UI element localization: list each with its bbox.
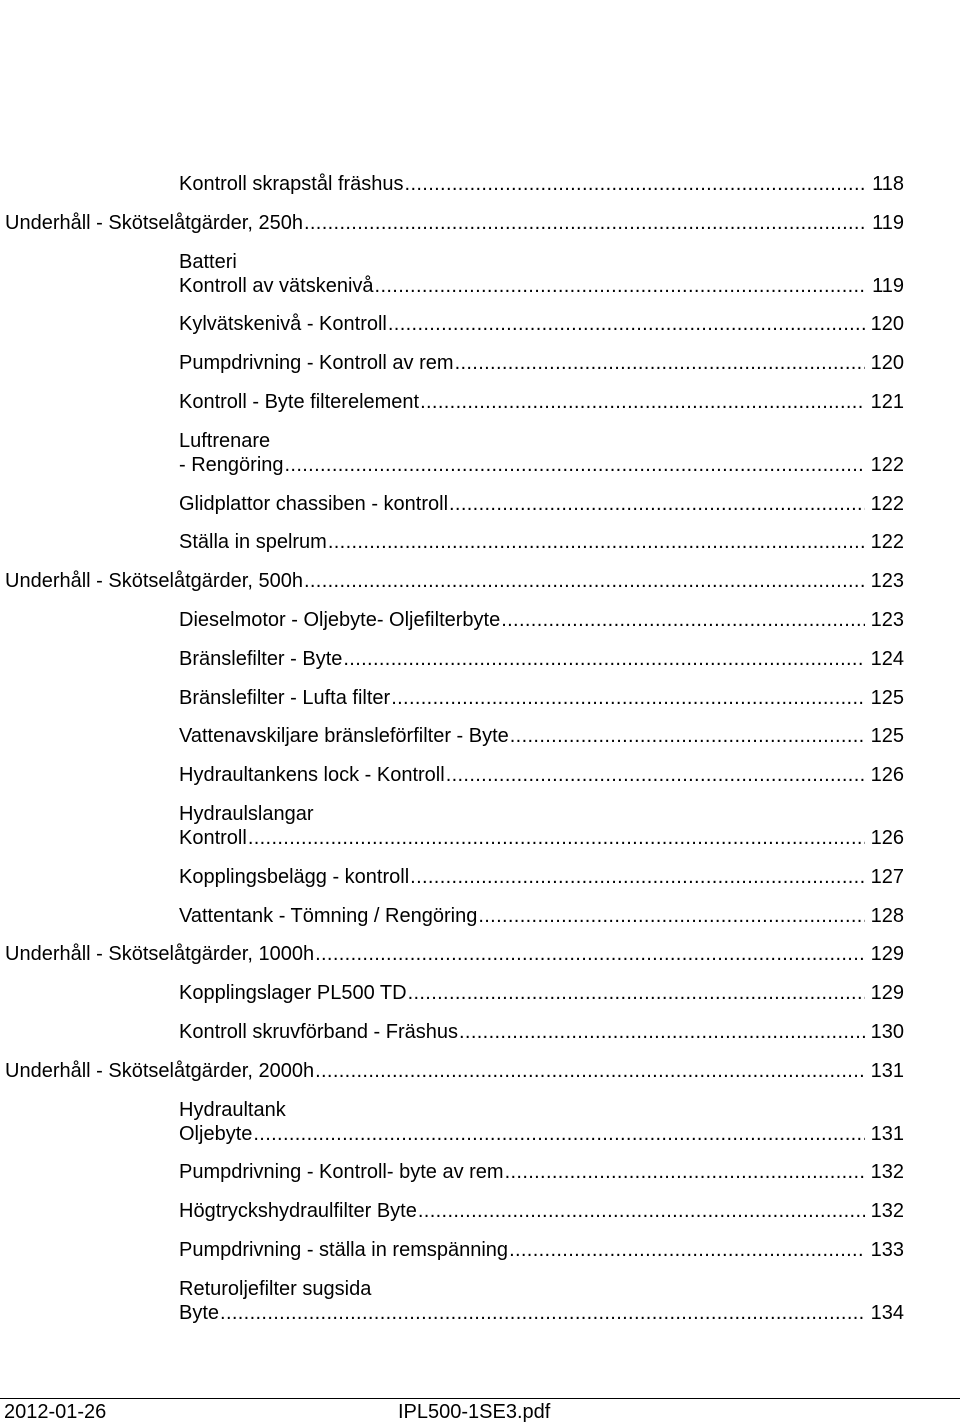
toc-entry[interactable] bbox=[179, 608, 904, 632]
toc-entry-page-number: 126 bbox=[870, 764, 904, 787]
toc-entry-line bbox=[179, 647, 904, 671]
toc-entry-page-number: 129 bbox=[870, 943, 904, 966]
toc-entry-line bbox=[5, 211, 904, 235]
toc-entry[interactable] bbox=[5, 1059, 904, 1083]
toc-entry-title: Ställa in spelrum bbox=[179, 531, 327, 554]
toc-entry-line bbox=[179, 763, 904, 787]
toc-dot-leader bbox=[420, 390, 865, 414]
toc-entry[interactable] bbox=[179, 981, 904, 1005]
toc-entry-line bbox=[179, 492, 904, 516]
toc-entry-line bbox=[179, 724, 904, 748]
toc-entry-heading: Batteri bbox=[179, 250, 237, 273]
toc-entry-title: Kopplingsbelägg - kontroll bbox=[179, 865, 410, 888]
toc-entry[interactable] bbox=[5, 569, 904, 593]
toc-entry[interactable] bbox=[179, 763, 904, 787]
toc-entry-page-number: 119 bbox=[872, 274, 904, 297]
toc-entry-title: Hydraultankens lock - Kontroll bbox=[179, 764, 445, 787]
toc-dot-leader bbox=[446, 763, 865, 787]
toc-entry-title: Underhåll - Skötselåtgärder, 250h bbox=[5, 211, 303, 234]
toc-entry[interactable] bbox=[179, 172, 904, 196]
toc-entry[interactable] bbox=[179, 1277, 904, 1325]
toc-entry-heading: Hydraultank bbox=[179, 1098, 286, 1121]
toc-entry[interactable] bbox=[179, 1020, 904, 1044]
toc-entry-page-number: 134 bbox=[870, 1301, 904, 1324]
toc-entry-title: Kontroll - Byte filterelement bbox=[179, 391, 420, 413]
toc-entry-title: Byte bbox=[179, 1301, 220, 1324]
toc-entry-title: Högtryckshydraulfilter Byte bbox=[179, 1200, 417, 1223]
toc-entry[interactable] bbox=[179, 429, 904, 477]
toc-dot-leader bbox=[510, 724, 865, 748]
toc-entry[interactable] bbox=[179, 1199, 904, 1223]
toc-entry[interactable] bbox=[179, 647, 904, 671]
toc-entry-page-number: 126 bbox=[870, 827, 904, 849]
toc-entry-line bbox=[5, 1059, 904, 1083]
toc-entry[interactable] bbox=[179, 802, 904, 850]
toc-entry[interactable] bbox=[5, 211, 904, 235]
toc-entry-title: Dieselmotor - Oljebyte- Oljefilterbyte bbox=[179, 609, 501, 631]
toc-entry[interactable] bbox=[179, 530, 904, 554]
toc-entry-title: Pumpdrivning - ställa in remspänning bbox=[179, 1239, 509, 1261]
toc-dot-leader bbox=[304, 211, 866, 235]
toc-entry[interactable] bbox=[179, 351, 904, 375]
toc-entry[interactable] bbox=[179, 390, 904, 414]
toc-entry-page-number: 122 bbox=[870, 492, 904, 515]
toc-dot-leader bbox=[418, 1199, 865, 1223]
toc-entry-page-number: 132 bbox=[870, 1200, 904, 1223]
toc-entry-title: - Rengöring bbox=[179, 453, 284, 476]
toc-entry-page-number: 129 bbox=[870, 982, 904, 1005]
toc-entry-line bbox=[179, 1122, 904, 1146]
toc-entry-page-number: 122 bbox=[870, 453, 904, 476]
toc-entry[interactable] bbox=[179, 904, 904, 928]
footer-filename: IPL500-1SE3.pdf bbox=[398, 1401, 551, 1423]
toc-entry-line bbox=[179, 530, 904, 554]
toc-entry-page-number: 119 bbox=[872, 211, 904, 234]
toc-entry-title: Kylvätskenivå - Kontroll bbox=[179, 313, 387, 336]
toc-dot-leader bbox=[315, 1059, 865, 1083]
toc-entry-title: Kontroll bbox=[179, 827, 247, 849]
toc-dot-leader bbox=[328, 530, 865, 554]
toc-entry-page-number: 124 bbox=[870, 647, 904, 670]
toc-entry-page-number: 120 bbox=[870, 352, 904, 375]
toc-entry-page-number: 130 bbox=[870, 1021, 904, 1043]
toc-entry-line bbox=[179, 1020, 904, 1044]
toc-dot-leader bbox=[304, 569, 865, 593]
toc-dot-leader bbox=[391, 686, 864, 710]
toc-dot-leader bbox=[388, 312, 865, 336]
toc-entry-line bbox=[179, 390, 904, 414]
footer-date: 2012-01-26 bbox=[4, 1401, 107, 1423]
toc-entry-line bbox=[5, 942, 904, 966]
toc-entry-page-number: 120 bbox=[870, 313, 904, 336]
toc-entry[interactable] bbox=[179, 250, 904, 298]
toc-entry-line bbox=[179, 1199, 904, 1223]
toc-dot-leader bbox=[285, 453, 865, 477]
toc-entry-page-number: 122 bbox=[870, 531, 904, 554]
toc-dot-leader bbox=[405, 172, 867, 196]
toc-entry-title: Underhåll - Skötselåtgärder, 500h bbox=[5, 570, 303, 593]
toc-entry[interactable] bbox=[179, 1238, 904, 1262]
toc-entry[interactable] bbox=[179, 1160, 904, 1184]
toc-entry[interactable] bbox=[179, 724, 904, 748]
toc-dot-leader bbox=[459, 1020, 865, 1044]
toc-entry-title: Oljebyte bbox=[179, 1122, 253, 1145]
toc-entry-title: Bränslefilter - Lufta filter bbox=[179, 686, 391, 709]
toc-entry-title: Pumpdrivning - Kontroll av rem bbox=[179, 352, 454, 375]
toc-entry-title: Underhåll - Skötselåtgärder, 1000h bbox=[5, 943, 315, 966]
toc-entry-line bbox=[179, 274, 904, 298]
toc-dot-leader bbox=[408, 981, 865, 1005]
toc-entry-page-number: 128 bbox=[870, 904, 904, 927]
toc-entry-line bbox=[179, 904, 904, 928]
toc-entry-page-number: 133 bbox=[870, 1239, 904, 1261]
toc-entry-title: Kopplingslager PL500 TD bbox=[179, 982, 407, 1005]
toc-entry-line bbox=[179, 1301, 904, 1325]
toc-entry-heading: Luftrenare bbox=[179, 429, 271, 452]
toc-entry-line bbox=[179, 1160, 904, 1184]
toc-entry-line bbox=[179, 608, 904, 632]
toc-entry[interactable] bbox=[179, 492, 904, 516]
toc-dot-leader bbox=[220, 1301, 865, 1325]
toc-dot-leader bbox=[375, 274, 867, 298]
toc-entry-page-number: 123 bbox=[870, 570, 904, 593]
toc-entry-line bbox=[179, 981, 904, 1005]
toc-entry-line bbox=[179, 172, 904, 196]
toc-dot-leader bbox=[449, 492, 865, 516]
toc-entry-line bbox=[179, 453, 904, 477]
toc-entry-page-number: 118 bbox=[872, 173, 904, 195]
toc-entry[interactable] bbox=[179, 1098, 904, 1146]
toc-entry-page-number: 121 bbox=[870, 391, 904, 413]
toc-entry-title: Pumpdrivning - Kontroll- byte av rem bbox=[179, 1161, 504, 1184]
toc-dot-leader bbox=[315, 942, 865, 966]
toc-entry-page-number: 125 bbox=[870, 686, 904, 709]
toc-dot-leader bbox=[253, 1122, 864, 1146]
toc-entry[interactable] bbox=[179, 312, 904, 336]
toc-entry-page-number: 123 bbox=[870, 609, 904, 631]
toc-entry-heading: Returoljefilter sugsida bbox=[179, 1277, 372, 1300]
footer-divider bbox=[0, 1398, 960, 1399]
toc-dot-leader bbox=[509, 1238, 865, 1262]
toc-entry-page-number: 132 bbox=[870, 1161, 904, 1184]
toc-entry-page-number: 125 bbox=[870, 725, 904, 748]
toc-entry-title: Kontroll av vätskenivå bbox=[179, 274, 374, 297]
toc-entry-title: Kontroll skruvförband - Fräshus bbox=[179, 1021, 459, 1043]
toc-dot-leader bbox=[478, 904, 864, 928]
toc-dot-leader bbox=[505, 1160, 865, 1184]
toc-dot-leader bbox=[248, 826, 865, 850]
toc-entry-line bbox=[5, 569, 904, 593]
toc-entry[interactable] bbox=[179, 865, 904, 889]
toc-dot-leader bbox=[455, 351, 865, 375]
toc-entry-title: Bränslefilter - Byte bbox=[179, 647, 343, 670]
toc-entry-title: Vattenavskiljare bränsleförfilter - Byte bbox=[179, 725, 509, 748]
toc-dot-leader bbox=[501, 608, 864, 632]
toc-entry-page-number: 131 bbox=[870, 1059, 904, 1082]
toc-entry-line bbox=[179, 1238, 904, 1262]
toc-entry-page-number: 127 bbox=[870, 865, 904, 888]
toc-dot-leader bbox=[410, 865, 864, 889]
toc-entry-page-number: 131 bbox=[870, 1122, 904, 1145]
toc-entry[interactable] bbox=[179, 686, 904, 710]
toc-entry-line bbox=[179, 865, 904, 889]
toc-entry[interactable] bbox=[5, 942, 904, 966]
toc-entry-title: Underhåll - Skötselåtgärder, 2000h bbox=[5, 1059, 315, 1082]
toc-entry-title: Glidplattor chassiben - kontroll bbox=[179, 492, 449, 515]
toc-entry-line bbox=[179, 312, 904, 336]
toc-dot-leader bbox=[343, 647, 864, 671]
toc-entry-title: Vattentank - Tömning / Rengöring bbox=[179, 904, 478, 927]
toc-entry-heading: Hydraulslangar bbox=[179, 803, 314, 825]
toc-entry-line bbox=[179, 351, 904, 375]
toc-entry-line bbox=[179, 826, 904, 850]
toc-entry-title: Kontroll skrapstål fräshus bbox=[179, 173, 404, 195]
toc-entry-line bbox=[179, 686, 904, 710]
